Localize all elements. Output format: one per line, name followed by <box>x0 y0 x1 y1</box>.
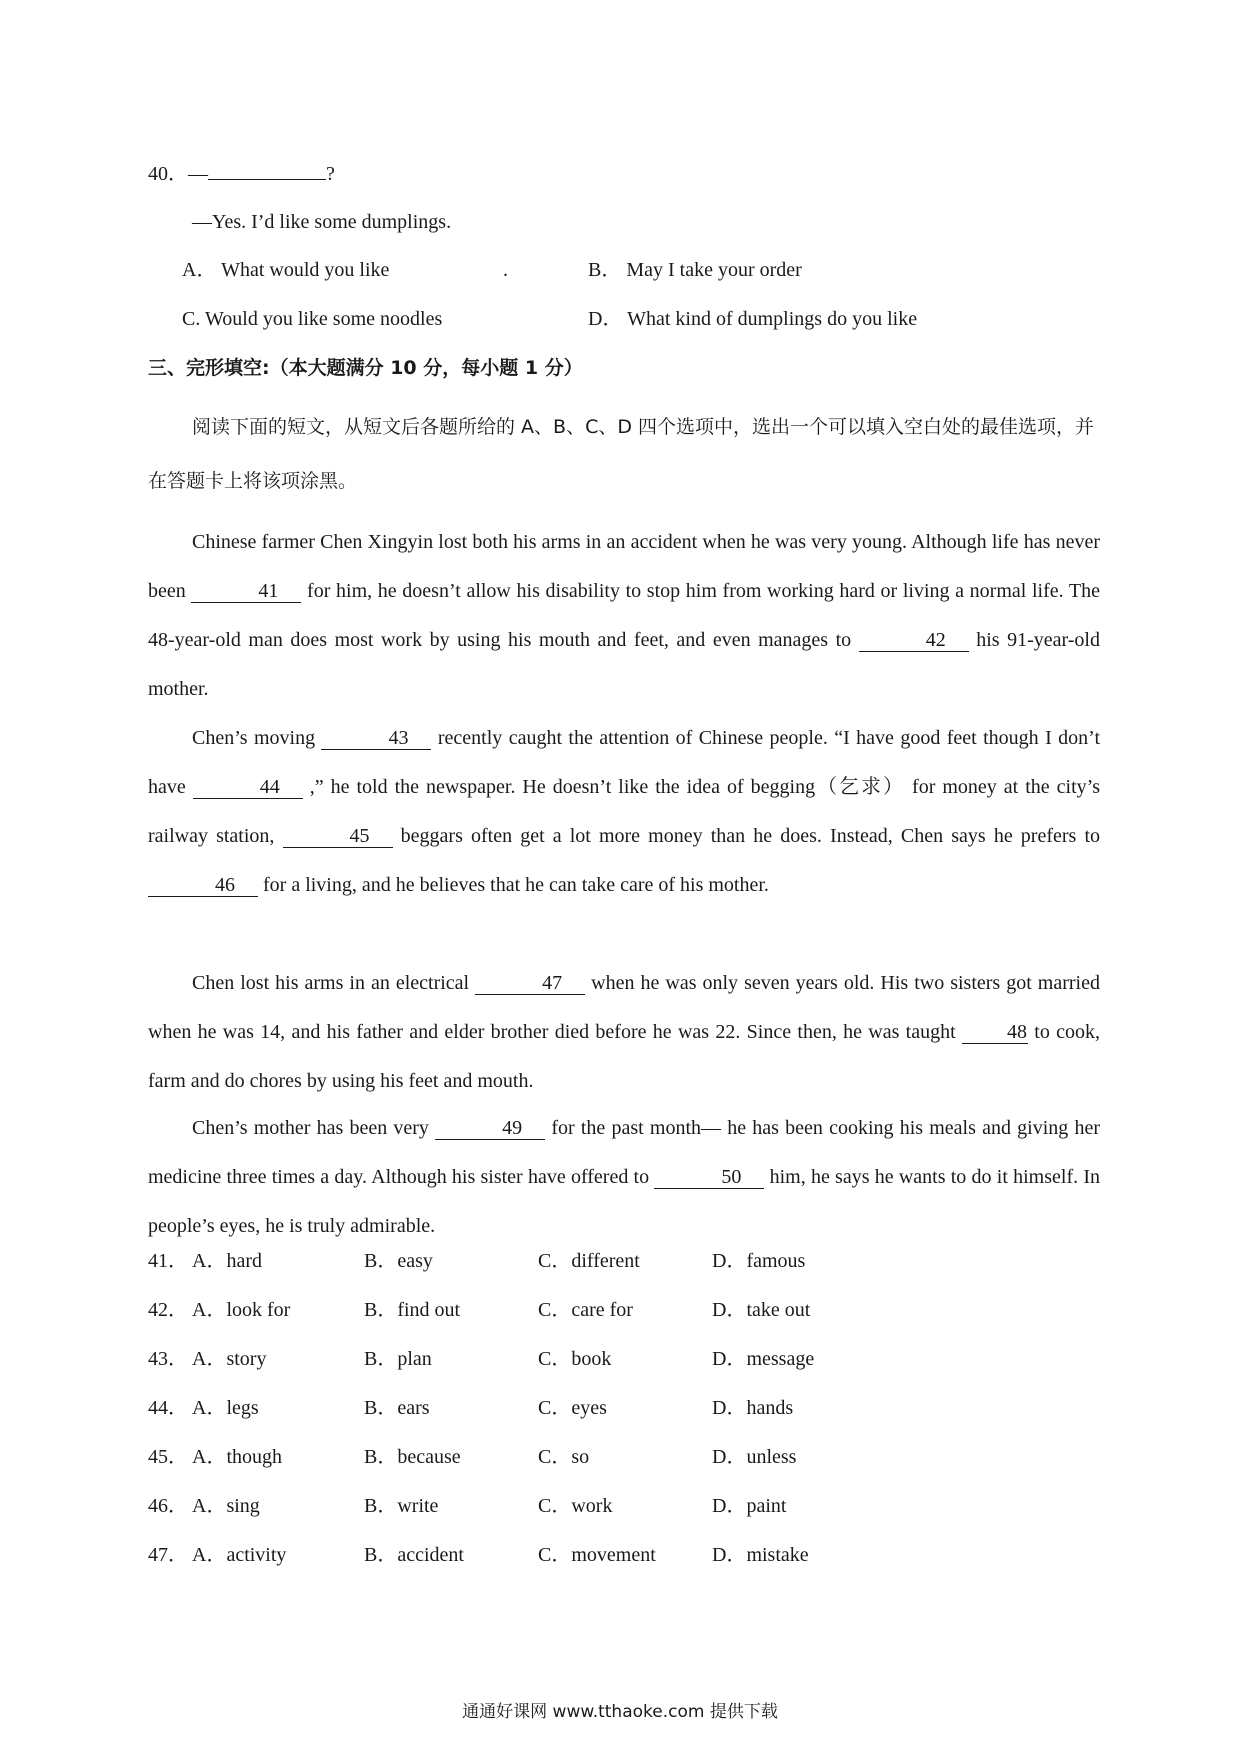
dash: — <box>188 163 208 185</box>
passage-text: beggars often get a lot more money than he does. Instead, Chen says he prefers to <box>392 825 1100 847</box>
choice-row-45 <box>148 1443 1098 1492</box>
choice-d: D．famous <box>712 1250 806 1272</box>
passage-text: Chinese farmer Chen Xingyin lost both his arms in an accident when he was very young. Although life has never been <box>148 531 1100 602</box>
blank-42: 42 <box>859 629 969 652</box>
passage-text: his 91-year-old mother. <box>148 629 1100 700</box>
choice-d: D．take out <box>712 1299 811 1321</box>
option-letter: D． <box>588 308 623 330</box>
option-d <box>588 305 917 333</box>
passage-text: recently caught the attention of Chinese people. “I have good feet though I don’t have <box>148 727 1100 798</box>
choice-row-41 <box>148 1247 1098 1296</box>
passage-text: ,” he told the newspaper. He doesn’t like the idea of begging（乞求） for money at the city’s railway station, <box>148 776 1100 847</box>
section-instruction <box>148 400 1098 508</box>
choice-row-43 <box>148 1345 1098 1394</box>
choice-row-44 <box>148 1394 1098 1443</box>
passage-text: Chen’s mother has been very <box>192 1117 436 1139</box>
choice-c: C．care for <box>538 1299 633 1321</box>
choice-d: D．unless <box>712 1446 797 1468</box>
blank-43: 43 <box>321 727 431 750</box>
blank-45: 45 <box>283 825 393 848</box>
choice-d: D．hands <box>712 1397 794 1419</box>
passage-text: for the past month— he has been cooking his meals and giving her medicine three times a day. Although his sister have offered to <box>148 1117 1100 1188</box>
choice-row-42 <box>148 1296 1098 1345</box>
option-letter: A． <box>182 259 217 281</box>
choice-number: 45． <box>148 1446 188 1468</box>
passage-text: Chen’s moving <box>192 727 322 749</box>
stray-dot: . <box>503 259 508 281</box>
passage-paragraph-3 <box>148 959 1100 1106</box>
option-text: May I take your order <box>626 259 802 281</box>
choice-b: B．plan <box>364 1348 432 1370</box>
choice-b: B．ears <box>364 1397 430 1419</box>
choice-c: C．so <box>538 1446 590 1468</box>
choice-number: 44． <box>148 1397 188 1419</box>
blank-47: 47 <box>475 972 585 995</box>
option-a <box>182 256 389 284</box>
choice-c: C．work <box>538 1495 613 1517</box>
passage-text: when he was only seven years old. His two sisters got married when he was 14, and his father and elder brother died before he was 22. Since then, he was taught <box>148 972 1100 1043</box>
option-letter: C. <box>182 308 201 330</box>
option-c <box>182 305 442 333</box>
choice-d: D．paint <box>712 1495 787 1517</box>
choice-d: D．mistake <box>712 1544 809 1566</box>
option-b <box>588 256 802 284</box>
passage-text: for a living, and he believes that he can take care of his mother. <box>258 874 769 896</box>
blank-50: 50 <box>654 1166 764 1189</box>
choice-a: A．legs <box>192 1397 259 1419</box>
question-number: 40． <box>148 163 188 185</box>
choice-number: 42． <box>148 1299 188 1321</box>
choice-a: A．story <box>192 1348 267 1370</box>
blank-41: 41 <box>191 580 301 603</box>
passage-text: Chen lost his arms in an electrical <box>192 972 476 994</box>
option-text: What would you like <box>221 259 390 281</box>
passage-text: to cook, farm and do chores by using his feet and mouth. <box>148 1021 1101 1092</box>
passage-paragraph-1 <box>148 518 1100 714</box>
passage-paragraph-2 <box>148 714 1100 910</box>
choice-a: A．hard <box>192 1250 262 1272</box>
blank-46: 46 <box>148 874 258 897</box>
choice-c: C．eyes <box>538 1397 607 1419</box>
option-text: Would you like some noodles <box>204 308 443 330</box>
choice-a: A．look for <box>192 1299 291 1321</box>
choice-number: 41． <box>148 1250 188 1272</box>
answer-blank <box>208 179 326 180</box>
choice-a: A．sing <box>192 1495 260 1517</box>
choice-b: B．find out <box>364 1299 461 1321</box>
choice-d: D．message <box>712 1348 815 1370</box>
choice-b: B．write <box>364 1495 439 1517</box>
passage-text: him, he says he wants to do it himself. In people’s eyes, he is truly admirable. <box>148 1166 1101 1237</box>
passage-text: for him, he doesn’t allow his disability to stop him from working hard or living a normal life. The 48-year-old man does most work by using his mouth and feet, and even manages to <box>148 580 1100 651</box>
choice-b: B．because <box>364 1446 461 1468</box>
blank-49: 49 <box>435 1117 545 1140</box>
question-mark: ? <box>326 163 335 185</box>
choice-a: A．activity <box>192 1544 287 1566</box>
dialogue-response: —Yes. I’d like some dumplings. <box>192 211 452 233</box>
blank-44: 44 <box>193 776 303 799</box>
instruction-text: 阅读下面的短文，从短文后各题所给的 A、B、C、D 四个选项中，选出一个可以填入空白处的最佳选项，并在答题卡上将该项涂黑。 <box>148 416 1095 492</box>
option-letter: B． <box>588 259 622 281</box>
choice-c: C．book <box>538 1348 612 1370</box>
choice-row-47 <box>148 1541 1098 1590</box>
choice-number: 43． <box>148 1348 188 1370</box>
blank-48: 48 <box>962 1021 1028 1044</box>
choice-row-46 <box>148 1492 1098 1541</box>
section-title: 三、完形填空:（本大题满分 10 分，每小题 1 分） <box>148 357 583 379</box>
choice-b: B．easy <box>364 1250 433 1272</box>
answer-choices <box>148 1247 1098 1590</box>
page-footer: 通通好课网 www.tthaoke.com 提供下载 <box>462 1702 778 1722</box>
choice-number: 47． <box>148 1544 188 1566</box>
passage-paragraph-4 <box>148 1104 1100 1251</box>
choice-b: B．accident <box>364 1544 464 1566</box>
choice-number: 46． <box>148 1495 188 1517</box>
option-text: What kind of dumplings do you like <box>627 308 918 330</box>
question-40 <box>148 160 335 188</box>
choice-a: A．though <box>192 1446 282 1468</box>
choice-c: C．different <box>538 1250 640 1272</box>
choice-c: C．movement <box>538 1544 656 1566</box>
